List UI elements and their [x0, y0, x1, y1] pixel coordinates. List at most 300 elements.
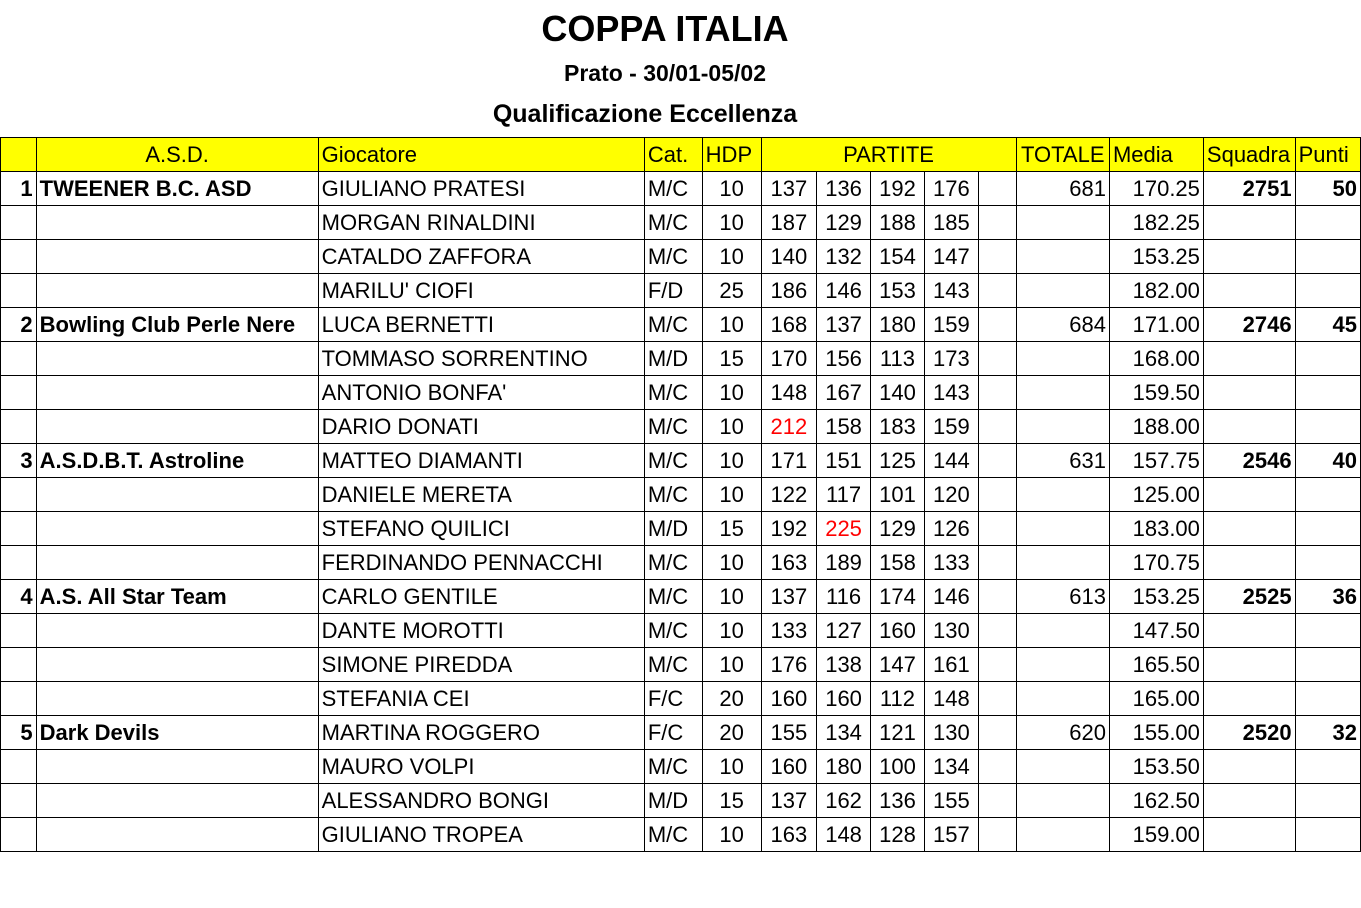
results-table — [0, 137, 1361, 852]
total-cell: 631 — [1016, 444, 1109, 478]
points-cell — [1295, 648, 1360, 682]
category-cell: M/D — [644, 784, 702, 818]
game-score-cell: 180 — [817, 750, 871, 784]
hdp-cell: 10 — [702, 648, 761, 682]
rank-cell — [1, 512, 37, 546]
table-row — [1, 648, 1361, 682]
player-header: Giocatore — [318, 138, 644, 172]
player-name-cell: MARTINA ROGGERO — [318, 716, 644, 750]
points-cell: 45 — [1295, 308, 1360, 342]
total-cell — [1016, 750, 1109, 784]
game-score-cell: 137 — [761, 580, 817, 614]
team-name-cell — [36, 376, 318, 410]
total-cell — [1016, 376, 1109, 410]
table-row — [1, 546, 1361, 580]
hdp-cell: 10 — [702, 614, 761, 648]
game-score-cell: 125 — [871, 444, 925, 478]
game-score-cell: 128 — [871, 818, 925, 852]
game-score-cell: 148 — [761, 376, 817, 410]
team-score-cell — [1203, 546, 1295, 580]
game-score-cell: 138 — [817, 648, 871, 682]
rank-cell — [1, 750, 37, 784]
total-cell — [1016, 410, 1109, 444]
average-cell: 153.25 — [1109, 240, 1203, 274]
games-spacer-cell — [978, 342, 1016, 376]
game-score-cell: 136 — [871, 784, 925, 818]
game-score-cell: 134 — [924, 750, 978, 784]
team-name-cell — [36, 512, 318, 546]
average-cell: 165.50 — [1109, 648, 1203, 682]
total-header: TOTALE — [1016, 138, 1109, 172]
team-score-cell — [1203, 478, 1295, 512]
total-cell: 613 — [1016, 580, 1109, 614]
game-score-cell: 167 — [817, 376, 871, 410]
game-score-cell: 155 — [761, 716, 817, 750]
rank-cell: 5 — [1, 716, 37, 750]
games-spacer-cell — [978, 410, 1016, 444]
total-cell — [1016, 274, 1109, 308]
team-name-cell — [36, 546, 318, 580]
game-score-cell: 144 — [924, 444, 978, 478]
points-cell — [1295, 614, 1360, 648]
hdp-cell: 10 — [702, 308, 761, 342]
game-score-cell: 171 — [761, 444, 817, 478]
total-cell — [1016, 342, 1109, 376]
table-row — [1, 410, 1361, 444]
games-spacer-cell — [978, 444, 1016, 478]
category-cell: F/C — [644, 716, 702, 750]
team-name-cell — [36, 342, 318, 376]
game-score-cell: 188 — [871, 206, 925, 240]
game-score-cell: 155 — [924, 784, 978, 818]
games-spacer-cell — [978, 240, 1016, 274]
player-name-cell: DANTE MOROTTI — [318, 614, 644, 648]
team-name-cell — [36, 682, 318, 716]
game-score-cell: 136 — [817, 172, 871, 206]
team-name-cell: Bowling Club Perle Nere — [36, 308, 318, 342]
points-cell: 40 — [1295, 444, 1360, 478]
points-cell — [1295, 240, 1360, 274]
points-cell: 36 — [1295, 580, 1360, 614]
hdp-cell: 10 — [702, 444, 761, 478]
game-score-cell: 126 — [924, 512, 978, 546]
rank-cell — [1, 206, 37, 240]
category-cell: M/D — [644, 512, 702, 546]
team-score-cell: 2520 — [1203, 716, 1295, 750]
player-name-cell: GIULIANO PRATESI — [318, 172, 644, 206]
total-cell — [1016, 206, 1109, 240]
rank-cell: 2 — [1, 308, 37, 342]
table-row — [1, 274, 1361, 308]
game-score-cell: 129 — [817, 206, 871, 240]
team-name-cell: TWEENER B.C. ASD — [36, 172, 318, 206]
game-score-cell: 186 — [761, 274, 817, 308]
rank-header — [1, 138, 37, 172]
table-row — [1, 580, 1361, 614]
game-score-cell: 101 — [871, 478, 925, 512]
hdp-cell: 10 — [702, 818, 761, 852]
games-spacer-cell — [978, 308, 1016, 342]
game-score-cell: 180 — [871, 308, 925, 342]
points-cell — [1295, 206, 1360, 240]
game-score-cell: 151 — [817, 444, 871, 478]
player-name-cell: ANTONIO BONFA' — [318, 376, 644, 410]
total-cell — [1016, 512, 1109, 546]
team-name-cell — [36, 784, 318, 818]
hdp-cell: 20 — [702, 682, 761, 716]
points-cell — [1295, 410, 1360, 444]
team-score-cell — [1203, 614, 1295, 648]
game-score-cell: 122 — [761, 478, 817, 512]
game-score-cell: 183 — [871, 410, 925, 444]
games-spacer-cell — [978, 580, 1016, 614]
games-spacer-cell — [978, 206, 1016, 240]
game-score-cell: 137 — [761, 784, 817, 818]
player-name-cell: CATALDO ZAFFORA — [318, 240, 644, 274]
table-row — [1, 478, 1361, 512]
rank-cell — [1, 818, 37, 852]
hdp-cell: 10 — [702, 410, 761, 444]
game-score-cell: 185 — [924, 206, 978, 240]
game-score-cell: 176 — [761, 648, 817, 682]
category-cell: F/D — [644, 274, 702, 308]
team-score-cell — [1203, 274, 1295, 308]
table-row — [1, 818, 1361, 852]
team-score-cell — [1203, 682, 1295, 716]
hdp-cell: 10 — [702, 750, 761, 784]
hdp-cell: 10 — [702, 376, 761, 410]
table-row — [1, 342, 1361, 376]
player-name-cell: MARILU' CIOFI — [318, 274, 644, 308]
points-cell — [1295, 274, 1360, 308]
asd-header: A.S.D. — [36, 138, 318, 172]
category-cell: M/C — [644, 240, 702, 274]
game-score-cell: 143 — [924, 376, 978, 410]
game-score-cell: 192 — [761, 512, 817, 546]
total-cell: 620 — [1016, 716, 1109, 750]
game-score-cell: 140 — [761, 240, 817, 274]
average-cell: 168.00 — [1109, 342, 1203, 376]
game-score-cell: 187 — [761, 206, 817, 240]
hdp-cell: 10 — [702, 580, 761, 614]
game-score-cell: 153 — [871, 274, 925, 308]
player-name-cell: DARIO DONATI — [318, 410, 644, 444]
team-score-cell — [1203, 750, 1295, 784]
category-cell: M/C — [644, 444, 702, 478]
total-cell — [1016, 648, 1109, 682]
category-cell: M/C — [644, 376, 702, 410]
team-name-cell — [36, 274, 318, 308]
total-cell — [1016, 682, 1109, 716]
rank-cell — [1, 478, 37, 512]
average-cell: 157.75 — [1109, 444, 1203, 478]
games-spacer-cell — [978, 614, 1016, 648]
game-score-cell: 100 — [871, 750, 925, 784]
team-score-cell: 2746 — [1203, 308, 1295, 342]
hdp-cell: 15 — [702, 784, 761, 818]
average-cell: 153.25 — [1109, 580, 1203, 614]
game-score-cell: 148 — [817, 818, 871, 852]
team-score-cell — [1203, 376, 1295, 410]
game-score-cell: 146 — [817, 274, 871, 308]
hdp-cell: 10 — [702, 478, 761, 512]
results-body — [1, 172, 1361, 852]
table-row — [1, 444, 1361, 478]
points-cell: 32 — [1295, 716, 1360, 750]
table-row — [1, 682, 1361, 716]
team-name-cell — [36, 410, 318, 444]
game-score-cell: 113 — [871, 342, 925, 376]
game-score-cell: 192 — [871, 172, 925, 206]
games-spacer-cell — [978, 784, 1016, 818]
points-cell — [1295, 546, 1360, 580]
average-cell: 165.00 — [1109, 682, 1203, 716]
category-cell: M/C — [644, 206, 702, 240]
rank-cell — [1, 614, 37, 648]
total-cell — [1016, 240, 1109, 274]
game-score-cell: 157 — [924, 818, 978, 852]
games-spacer-cell — [978, 818, 1016, 852]
category-cell: M/C — [644, 410, 702, 444]
hdp-cell: 10 — [702, 546, 761, 580]
team-name-cell — [36, 206, 318, 240]
average-cell: 171.00 — [1109, 308, 1203, 342]
category-cell: M/C — [644, 308, 702, 342]
team-score-header: Squadra — [1203, 138, 1295, 172]
table-row — [1, 716, 1361, 750]
games-header: PARTITE — [761, 138, 1016, 172]
rank-cell — [1, 546, 37, 580]
total-cell — [1016, 784, 1109, 818]
game-score-cell: 158 — [817, 410, 871, 444]
player-name-cell: LUCA BERNETTI — [318, 308, 644, 342]
total-cell — [1016, 818, 1109, 852]
rank-cell — [1, 682, 37, 716]
team-name-cell: A.S. All Star Team — [36, 580, 318, 614]
total-cell — [1016, 614, 1109, 648]
category-cell: M/C — [644, 648, 702, 682]
game-score-cell: 120 — [924, 478, 978, 512]
total-cell — [1016, 546, 1109, 580]
average-cell: 153.50 — [1109, 750, 1203, 784]
team-name-cell — [36, 648, 318, 682]
game-score-cell: 146 — [924, 580, 978, 614]
game-score-cell: 133 — [924, 546, 978, 580]
category-cell: M/C — [644, 172, 702, 206]
team-score-cell — [1203, 818, 1295, 852]
points-cell — [1295, 784, 1360, 818]
game-score-cell: 168 — [761, 308, 817, 342]
team-name-cell — [36, 750, 318, 784]
average-cell: 182.25 — [1109, 206, 1203, 240]
team-score-cell: 2546 — [1203, 444, 1295, 478]
table-row — [1, 512, 1361, 546]
category-cell: M/C — [644, 580, 702, 614]
team-name-cell — [36, 240, 318, 274]
team-name-cell: A.S.D.B.T. Astroline — [36, 444, 318, 478]
game-score-cell: 159 — [924, 308, 978, 342]
game-score-cell: 162 — [817, 784, 871, 818]
rank-cell: 1 — [1, 172, 37, 206]
page-title: COPPA ITALIA — [541, 8, 789, 49]
page-subtitle: Prato - 30/01-05/02 — [563, 60, 766, 86]
game-score-cell: 143 — [924, 274, 978, 308]
rank-cell: 3 — [1, 444, 37, 478]
rank-cell — [1, 410, 37, 444]
section-title: Qualificazione Eccellenza — [492, 100, 798, 128]
hdp-cell: 15 — [702, 342, 761, 376]
games-spacer-cell — [978, 648, 1016, 682]
team-score-cell — [1203, 206, 1295, 240]
table-row — [1, 614, 1361, 648]
game-score-cell: 160 — [761, 750, 817, 784]
game-score-cell: 137 — [761, 172, 817, 206]
category-cell: M/C — [644, 818, 702, 852]
table-row — [1, 376, 1361, 410]
game-score-cell: 176 — [924, 172, 978, 206]
game-score-cell: 189 — [817, 546, 871, 580]
points-cell — [1295, 682, 1360, 716]
rank-cell — [1, 784, 37, 818]
average-cell: 183.00 — [1109, 512, 1203, 546]
rank-cell — [1, 342, 37, 376]
team-name-cell — [36, 818, 318, 852]
category-cell: M/D — [644, 342, 702, 376]
game-score-cell: 137 — [817, 308, 871, 342]
rank-cell: 4 — [1, 580, 37, 614]
category-cell: M/C — [644, 750, 702, 784]
game-score-cell: 134 — [817, 716, 871, 750]
player-name-cell: DANIELE MERETA — [318, 478, 644, 512]
table-row — [1, 784, 1361, 818]
table-row — [1, 172, 1361, 206]
average-cell: 125.00 — [1109, 478, 1203, 512]
hdp-header: HDP — [702, 138, 761, 172]
average-cell: 147.50 — [1109, 614, 1203, 648]
team-name-cell — [36, 614, 318, 648]
player-name-cell: MAURO VOLPI — [318, 750, 644, 784]
points-cell — [1295, 750, 1360, 784]
game-score-cell: 133 — [761, 614, 817, 648]
player-name-cell: SIMONE PIREDDA — [318, 648, 644, 682]
rank-cell — [1, 274, 37, 308]
rank-cell — [1, 648, 37, 682]
hdp-cell: 15 — [702, 512, 761, 546]
game-score-cell: 127 — [817, 614, 871, 648]
points-cell — [1295, 342, 1360, 376]
team-score-cell: 2525 — [1203, 580, 1295, 614]
points-header: Punti — [1295, 138, 1360, 172]
game-score-cell: 174 — [871, 580, 925, 614]
game-score-cell: 161 — [924, 648, 978, 682]
average-cell: 159.00 — [1109, 818, 1203, 852]
game-score-cell: 163 — [761, 818, 817, 852]
game-score-cell: 158 — [871, 546, 925, 580]
points-cell — [1295, 478, 1360, 512]
game-score-cell: 212 — [761, 410, 817, 444]
rank-cell — [1, 376, 37, 410]
header-row — [1, 138, 1361, 172]
total-cell: 681 — [1016, 172, 1109, 206]
hdp-cell: 10 — [702, 206, 761, 240]
team-score-cell — [1203, 342, 1295, 376]
games-spacer-cell — [978, 172, 1016, 206]
team-name-cell: Dark Devils — [36, 716, 318, 750]
game-score-cell: 116 — [817, 580, 871, 614]
team-score-cell — [1203, 784, 1295, 818]
hdp-cell: 10 — [702, 172, 761, 206]
game-score-cell: 156 — [817, 342, 871, 376]
game-score-cell: 112 — [871, 682, 925, 716]
game-score-cell: 117 — [817, 478, 871, 512]
game-score-cell: 140 — [871, 376, 925, 410]
player-name-cell: FERDINANDO PENNACCHI — [318, 546, 644, 580]
games-spacer-cell — [978, 546, 1016, 580]
hdp-cell: 10 — [702, 240, 761, 274]
average-cell: 155.00 — [1109, 716, 1203, 750]
hdp-cell: 25 — [702, 274, 761, 308]
player-name-cell: STEFANIA CEI — [318, 682, 644, 716]
team-name-cell — [36, 478, 318, 512]
average-cell: 188.00 — [1109, 410, 1203, 444]
team-score-cell — [1203, 648, 1295, 682]
game-score-cell: 160 — [817, 682, 871, 716]
points-cell — [1295, 818, 1360, 852]
games-spacer-cell — [978, 750, 1016, 784]
team-score-cell — [1203, 512, 1295, 546]
total-cell — [1016, 478, 1109, 512]
game-score-cell: 160 — [761, 682, 817, 716]
game-score-cell: 129 — [871, 512, 925, 546]
average-cell: 170.75 — [1109, 546, 1203, 580]
category-header: Cat. — [644, 138, 702, 172]
table-row — [1, 750, 1361, 784]
game-score-cell: 148 — [924, 682, 978, 716]
player-name-cell: MATTEO DIAMANTI — [318, 444, 644, 478]
player-name-cell: CARLO GENTILE — [318, 580, 644, 614]
category-cell: M/C — [644, 478, 702, 512]
game-score-cell: 154 — [871, 240, 925, 274]
average-cell: 170.25 — [1109, 172, 1203, 206]
game-score-cell: 170 — [761, 342, 817, 376]
player-name-cell: MORGAN RINALDINI — [318, 206, 644, 240]
game-score-cell: 147 — [924, 240, 978, 274]
team-score-cell: 2751 — [1203, 172, 1295, 206]
game-score-cell: 160 — [871, 614, 925, 648]
game-score-cell: 132 — [817, 240, 871, 274]
player-name-cell: STEFANO QUILICI — [318, 512, 644, 546]
games-spacer-cell — [978, 512, 1016, 546]
games-spacer-cell — [978, 376, 1016, 410]
team-score-cell — [1203, 410, 1295, 444]
total-cell: 684 — [1016, 308, 1109, 342]
player-name-cell: ALESSANDRO BONGI — [318, 784, 644, 818]
category-cell: F/C — [644, 682, 702, 716]
game-score-cell: 130 — [924, 614, 978, 648]
rank-cell — [1, 240, 37, 274]
average-cell: 162.50 — [1109, 784, 1203, 818]
game-score-cell: 163 — [761, 546, 817, 580]
game-score-cell: 130 — [924, 716, 978, 750]
table-row — [1, 308, 1361, 342]
player-name-cell: GIULIANO TROPEA — [318, 818, 644, 852]
hdp-cell: 20 — [702, 716, 761, 750]
games-spacer-cell — [978, 478, 1016, 512]
points-cell — [1295, 376, 1360, 410]
game-score-cell: 173 — [924, 342, 978, 376]
game-score-cell: 225 — [817, 512, 871, 546]
table-row — [1, 206, 1361, 240]
